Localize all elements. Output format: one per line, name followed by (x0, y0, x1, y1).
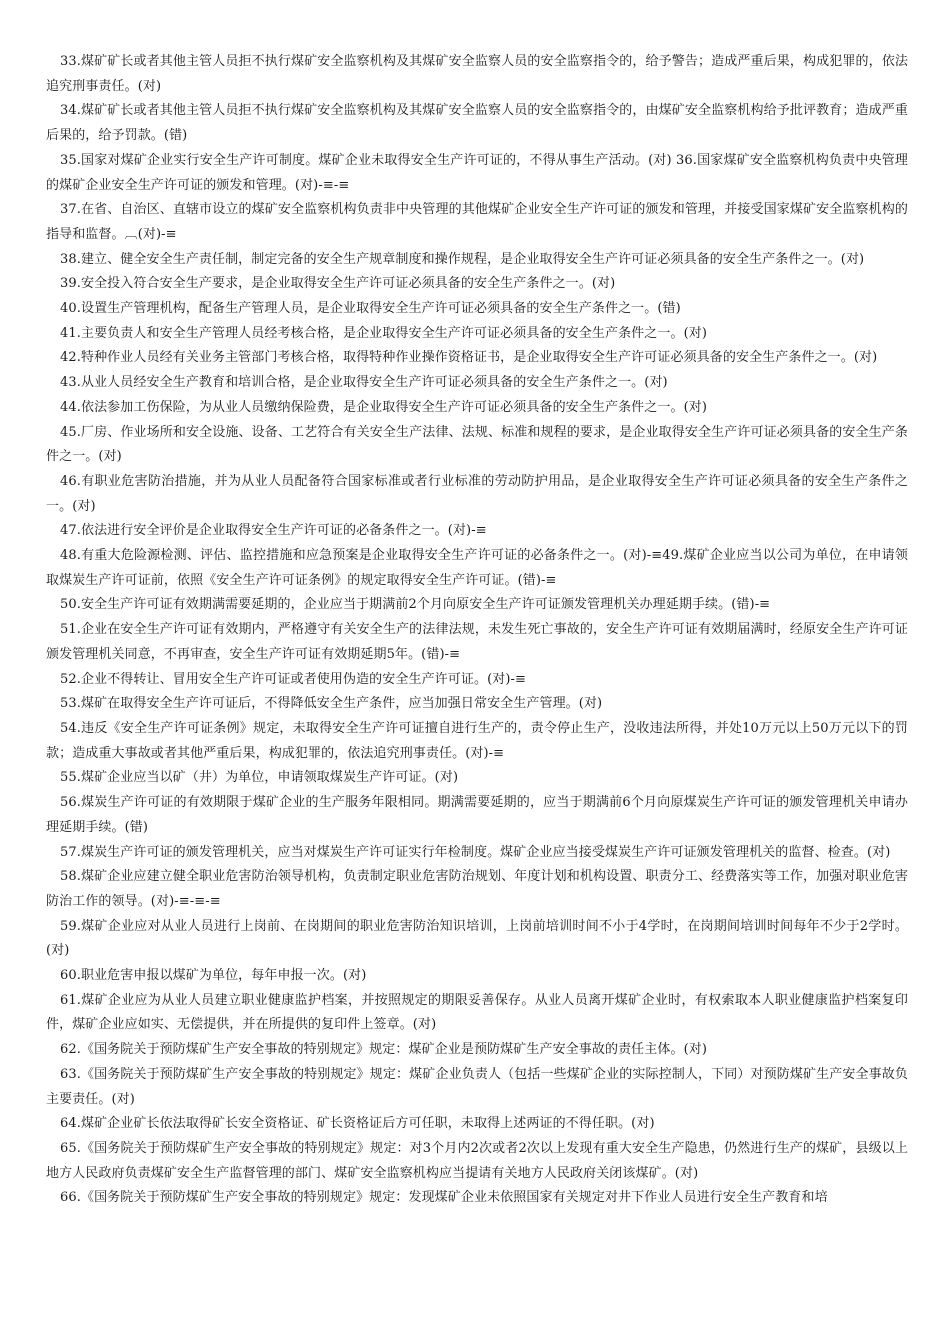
paragraph-52: 52.企业不得转让、冒用安全生产许可证或者使用伪造的安全生产许可证。(对)-≡ (60, 671, 527, 687)
paragraph-63: 63.《国务院关于预防煤矿生产安全事故的特别规定》规定：煤矿企业负责人（包括一些煤矿企业的实际控制人，下同）对预防煤矿生产安全事故负主要责任。(对) (46, 1066, 908, 1107)
paragraph-37: 37.在省、自治区、直辖市设立的煤矿安全监察机构负责非中央管理的其他煤矿企业安全生产许可证的颁发和管理，并接受国家煤矿安全监察机构的指导和监督。︹(对)-≡ (46, 202, 908, 242)
paragraph-58: 58.煤矿企业应建立健全职业危害防治领导机构，负责制定职业危害防治规划、年度计划和机构设置、职责分工、经费落实等工作，加强对职业危害防治工作的领导。(对)-≡-≡-≡ (46, 869, 908, 909)
paragraph-50: 50.安全生产许可证有效期满需要延期的，企业应当于期满前2个月向原安全生产许可证颁发管理机关办理延期手续。(错)-≡ (60, 597, 771, 613)
paragraph-57: 57.煤炭生产许可证的颁发管理机关，应当对煤炭生产许可证实行年检制度。煤矿企业应当接受煤炭生产许可证颁发管理机关的监督、检查。(对) (60, 844, 891, 860)
paragraph-41: 41.主要负责人和安全生产管理人员经考核合格，是企业取得安全生产许可证必须具备的安全生产条件之一。(对) (60, 325, 708, 341)
paragraph-40: 40.设置生产管理机构，配备生产管理人员，是企业取得安全生产许可证必须具备的安全生产条件之一。(错) (60, 301, 681, 317)
document-body (46, 50, 908, 1211)
paragraph-55: 55.煤矿企业应当以矿（井）为单位，申请领取煤炭生产许可证。(对) (60, 770, 459, 786)
paragraph-59: 59.煤矿企业应对从业人员进行上岗前、在岗期间的职业危害防治知识培训，上岗前培训时间不小于4学时，在岗期间培训时间每年不少于2学时。(对) (46, 918, 908, 959)
paragraph-54: 54.违反《安全生产许可证条例》规定，未取得安全生产许可证擅自进行生产的，责令停止生产，没收违法所得，并处10万元以上50万元以下的罚款；造成重大事故或者其他严重后果，构成犯罪的，依法追究刑事责任。(对)-≡ (46, 720, 908, 761)
paragraph-66: 66.《国务院关于预防煤矿生产安全事故的特别规定》规定：发现煤矿企业未依照国家有关规定对井下作业人员进行安全生产教育和培 (60, 1190, 828, 1206)
paragraph-42: 42.特种作业人员经有关业务主管部门考核合格，取得特种作业操作资格证书，是企业取得安全生产许可证必须具备的安全生产条件之一。(对) (60, 350, 878, 366)
paragraph-38: 38.建立、健全安全生产责任制，制定完备的安全生产规章制度和操作规程，是企业取得安全生产许可证必须具备的安全生产条件之一。(对) (60, 251, 865, 267)
paragraph-48-49: 48.有重大危险源检测、评估、监控措施和应急预案是企业取得安全生产许可证的必备条件之一。(对)-≡49.煤矿企业应当以公司为单位，在申请领取煤炭生产许可证前，依照《安全生产许可证条例》的规定取得安全生产许可证。(错)-≡ (46, 548, 908, 588)
paragraph-39: 39.安全投入符合安全生产要求，是企业取得安全生产许可证必须具备的安全生产条件之一。(对) (60, 276, 616, 292)
paragraph-60: 60.职业危害申报以煤矿为单位，每年申报一次。(对) (60, 968, 367, 984)
paragraph-35-36: 35.国家对煤矿企业实行安全生产许可制度。煤矿企业未取得安全生产许可证的，不得从事生产活动。(对) 36.国家煤矿安全监察机构负责中央管理的煤矿企业安全生产许可证的颁发和管理。(对)-≡-≡ (46, 152, 908, 193)
paragraph-44: 44.依法参加工伤保险，为从业人员缴纳保险费，是企业取得安全生产许可证必须具备的安全生产条件之一。(对) (60, 399, 708, 415)
paragraph-46: 46.有职业危害防治措施，并为从业人员配备符合国家标准或者行业标准的劳动防护用品，是企业取得安全生产许可证必须具备的安全生产条件之一。(对) (46, 473, 908, 514)
paragraph-64: 64.煤矿企业矿长依法取得矿长安全资格证、矿长资格证后方可任职，未取得上述两证的不得任职。(对) (60, 1116, 655, 1132)
paragraph-47: 47.依法进行安全评价是企业取得安全生产许可证的必备条件之一。(对)-≡ (60, 523, 487, 539)
paragraph-61: 61.煤矿企业应为从业人员建立职业健康监护档案，并按照规定的期限妥善保存。从业人员离开煤矿企业时，有权索取本人职业健康监护档案复印件，煤矿企业应如实、无偿提供，并在所提供的复印件上签章。(对) (46, 992, 908, 1033)
paragraph-43: 43.从业人员经安全生产教育和培训合格，是企业取得安全生产许可证必须具备的安全生产条件之一。(对) (60, 375, 668, 391)
paragraph-51: 51.企业在安全生产许可证有效期内，严格遵守有关安全生产的法律法规，未发生死亡事故的，安全生产许可证有效期届满时，经原安全生产许可证颁发管理机关同意，不再审查，安全生产许可证有效期延期5年。(错)-≡ (46, 622, 908, 662)
paragraph-33: 33.煤矿矿长或者其他主管人员拒不执行煤矿安全监察机构及其煤矿安全监察人员的安全监察指令的，给予警告；造成严重后果，构成犯罪的，依法追究刑事责任。(对) (46, 54, 908, 94)
paragraph-53: 53.煤矿在取得安全生产许可证后，不得降低安全生产条件，应当加强日常安全生产管理。(对) (60, 696, 603, 712)
paragraph-62: 62.《国务院关于预防煤矿生产安全事故的特别规定》规定：煤矿企业是预防煤矿生产安全事故的责任主体。(对) (60, 1042, 708, 1058)
paragraph-34: 34.煤矿矿长或者其他主管人员拒不执行煤矿安全监察机构及其煤矿安全监察人员的安全监察指令的，由煤矿安全监察机构给予批评教育；造成严重后果的，给予罚款。(错) (46, 103, 908, 144)
paragraph-56: 56.煤炭生产许可证的有效期限于煤矿企业的生产服务年限相同。期满需要延期的，应当于期满前6个月向原煤炭生产许可证的颁发管理机关申请办理延期手续。(错) (46, 795, 908, 835)
paragraph-45: 45.厂房、作业场所和安全设施、设备、工艺符合有关安全生产法律、法规、标准和规程的要求，是企业取得安全生产许可证必须具备的安全生产条件之一。(对) (46, 424, 908, 465)
paragraph-65: 65.《国务院关于预防煤矿生产安全事故的特别规定》规定：对3个月内2次或者2次以上发现有重大安全生产隐患，仍然进行生产的煤矿，县级以上地方人民政府负责煤矿安全生产监督管理的部门、煤矿安全监察机构应当提请有关地方人民政府关闭该煤矿。(对) (46, 1140, 908, 1181)
